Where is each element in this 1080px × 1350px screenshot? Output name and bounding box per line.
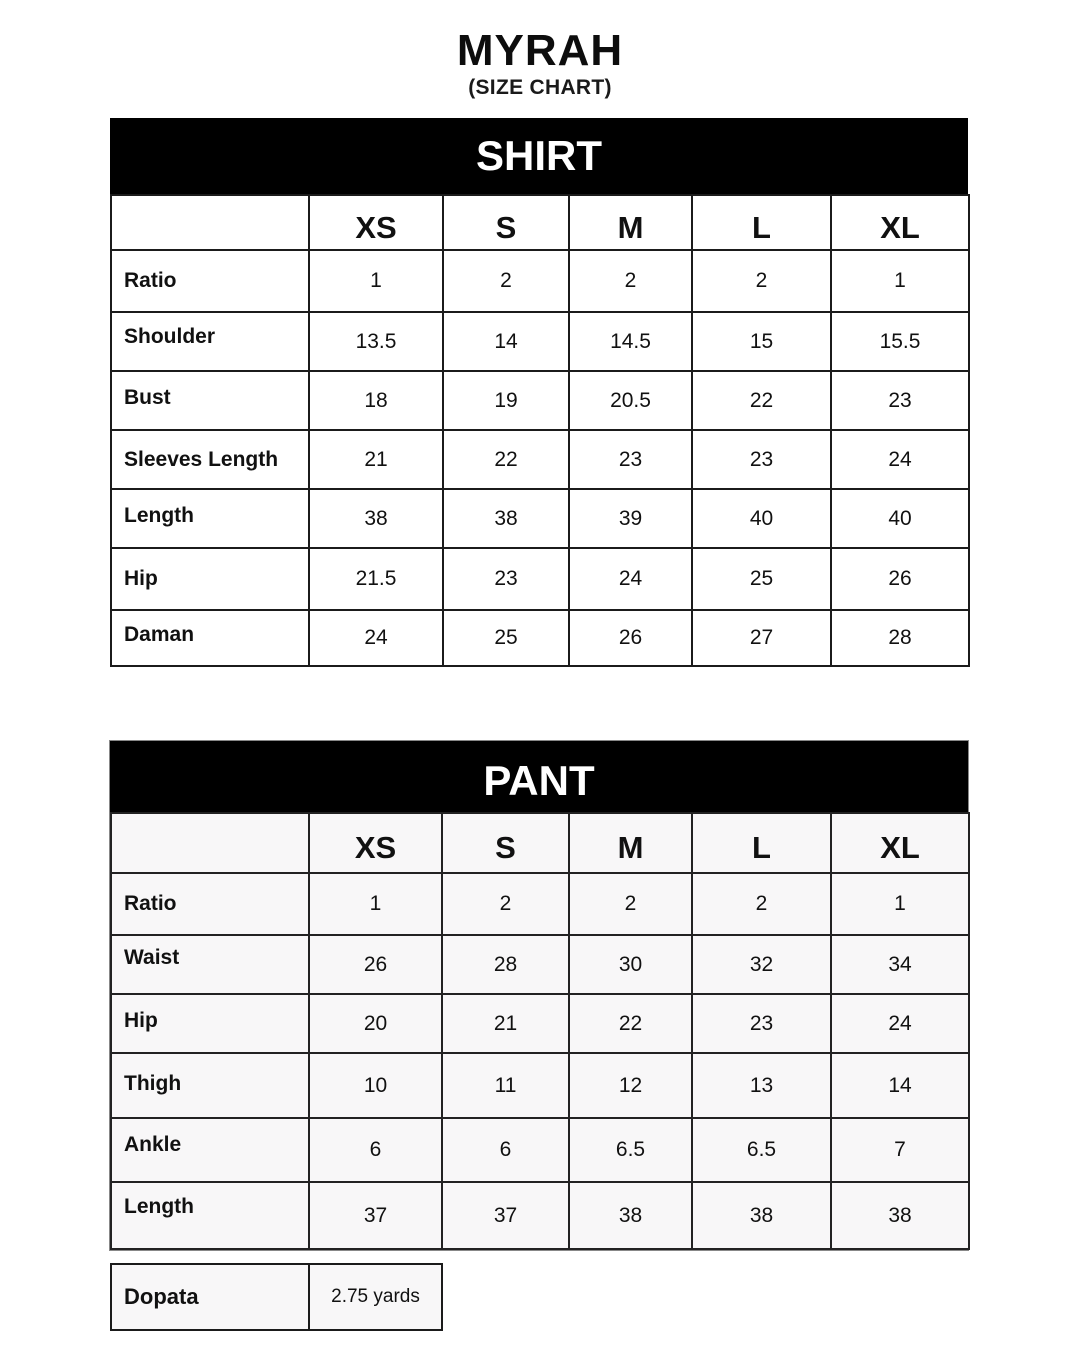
table-row (111, 1182, 969, 1249)
size-l: L (692, 813, 831, 873)
cell-value: 25 (443, 610, 569, 666)
cell-value: 10 (309, 1053, 442, 1118)
table-row (111, 873, 969, 935)
cell-value: 37 (309, 1182, 442, 1249)
cell-value: 38 (569, 1182, 692, 1249)
cell-value: 25 (692, 548, 831, 610)
cell-value: 1 (831, 873, 969, 935)
cell-value: 14 (443, 312, 569, 371)
dopata-table (110, 1263, 441, 1331)
table-row (111, 250, 969, 312)
page-subtitle: (SIZE CHART) (468, 76, 612, 99)
cell-value: 28 (442, 935, 569, 994)
cell-value: 32 (692, 935, 831, 994)
row-label: Length (111, 1182, 309, 1249)
pant-table-heading: PANT (110, 741, 968, 812)
cell-value: 40 (831, 489, 969, 548)
cell-value: 1 (309, 250, 443, 312)
cell-value: 15 (692, 312, 831, 371)
cell-value: 11 (442, 1053, 569, 1118)
row-label: Bust (111, 371, 309, 430)
size-xs: XS (309, 195, 443, 250)
cell-value: 21 (442, 994, 569, 1053)
dopata-value: 2.75 yards (309, 1264, 442, 1330)
cell-value: 23 (443, 548, 569, 610)
row-label: Waist (111, 935, 309, 994)
cell-value: 13 (692, 1053, 831, 1118)
row-label: Ratio (111, 250, 309, 312)
shirt-size-table (110, 118, 968, 667)
empty-corner-cell (111, 813, 309, 873)
cell-value: 12 (569, 1053, 692, 1118)
cell-value: 23 (692, 430, 831, 489)
cell-value: 24 (569, 548, 692, 610)
row-label: Ratio (111, 873, 309, 935)
table-row (111, 312, 969, 371)
cell-value: 24 (831, 994, 969, 1053)
cell-value: 6 (442, 1118, 569, 1182)
size-m: M (569, 195, 692, 250)
page-title: MYRAH (456, 26, 624, 75)
cell-value: 38 (309, 489, 443, 548)
cell-value: 28 (831, 610, 969, 666)
cell-value: 14 (831, 1053, 969, 1118)
cell-value: 14.5 (569, 312, 692, 371)
table-row (111, 994, 969, 1053)
row-label: Ankle (111, 1118, 309, 1182)
cell-value: 21.5 (309, 548, 443, 610)
cell-value: 22 (569, 994, 692, 1053)
cell-value: 2 (569, 250, 692, 312)
table-row (111, 1053, 969, 1118)
cell-value: 30 (569, 935, 692, 994)
size-l: L (692, 195, 831, 250)
cell-value: 19 (443, 371, 569, 430)
cell-value: 22 (692, 371, 831, 430)
row-label: Length (111, 489, 309, 548)
row-label: Sleeves Length (111, 430, 309, 489)
table-row (111, 371, 969, 430)
size-m: M (569, 813, 692, 873)
size-xs: XS (309, 813, 442, 873)
cell-value: 6.5 (692, 1118, 831, 1182)
table-row (111, 489, 969, 548)
empty-corner-cell (111, 195, 309, 250)
table-row (111, 935, 969, 994)
cell-value: 6.5 (569, 1118, 692, 1182)
table-row (111, 430, 969, 489)
pant-size-table (110, 741, 968, 1250)
cell-value: 38 (443, 489, 569, 548)
cell-value: 20 (309, 994, 442, 1053)
row-label: Hip (111, 994, 309, 1053)
cell-value: 2 (569, 873, 692, 935)
cell-value: 27 (692, 610, 831, 666)
cell-value: 7 (831, 1118, 969, 1182)
cell-value: 24 (831, 430, 969, 489)
table-row (111, 1118, 969, 1182)
size-xl: XL (831, 813, 969, 873)
cell-value: 26 (309, 935, 442, 994)
cell-value: 23 (692, 994, 831, 1053)
row-label: Shoulder (111, 312, 309, 371)
cell-value: 21 (309, 430, 443, 489)
row-label: Daman (111, 610, 309, 666)
cell-value: 2 (692, 250, 831, 312)
cell-value: 2 (692, 873, 831, 935)
cell-value: 23 (569, 430, 692, 489)
cell-value: 1 (831, 250, 969, 312)
row-label: Hip (111, 548, 309, 610)
shirt-table-heading: SHIRT (110, 118, 968, 194)
cell-value: 15.5 (831, 312, 969, 371)
cell-value: 38 (692, 1182, 831, 1249)
size-s: S (443, 195, 569, 250)
row-label: Thigh (111, 1053, 309, 1118)
table-row (111, 610, 969, 666)
table-row (111, 1264, 442, 1330)
size-s: S (442, 813, 569, 873)
size-xl: XL (831, 195, 969, 250)
cell-value: 38 (831, 1182, 969, 1249)
dopata-label: Dopata (111, 1264, 309, 1330)
cell-value: 18 (309, 371, 443, 430)
table-row (111, 548, 969, 610)
size-header-row (111, 813, 969, 873)
cell-value: 2 (442, 873, 569, 935)
cell-value: 26 (831, 548, 969, 610)
cell-value: 2 (443, 250, 569, 312)
cell-value: 26 (569, 610, 692, 666)
cell-value: 22 (443, 430, 569, 489)
cell-value: 24 (309, 610, 443, 666)
cell-value: 40 (692, 489, 831, 548)
size-header-row (111, 195, 969, 250)
cell-value: 6 (309, 1118, 442, 1182)
cell-value: 20.5 (569, 371, 692, 430)
cell-value: 34 (831, 935, 969, 994)
cell-value: 23 (831, 371, 969, 430)
cell-value: 39 (569, 489, 692, 548)
cell-value: 37 (442, 1182, 569, 1249)
cell-value: 13.5 (309, 312, 443, 371)
cell-value: 1 (309, 873, 442, 935)
